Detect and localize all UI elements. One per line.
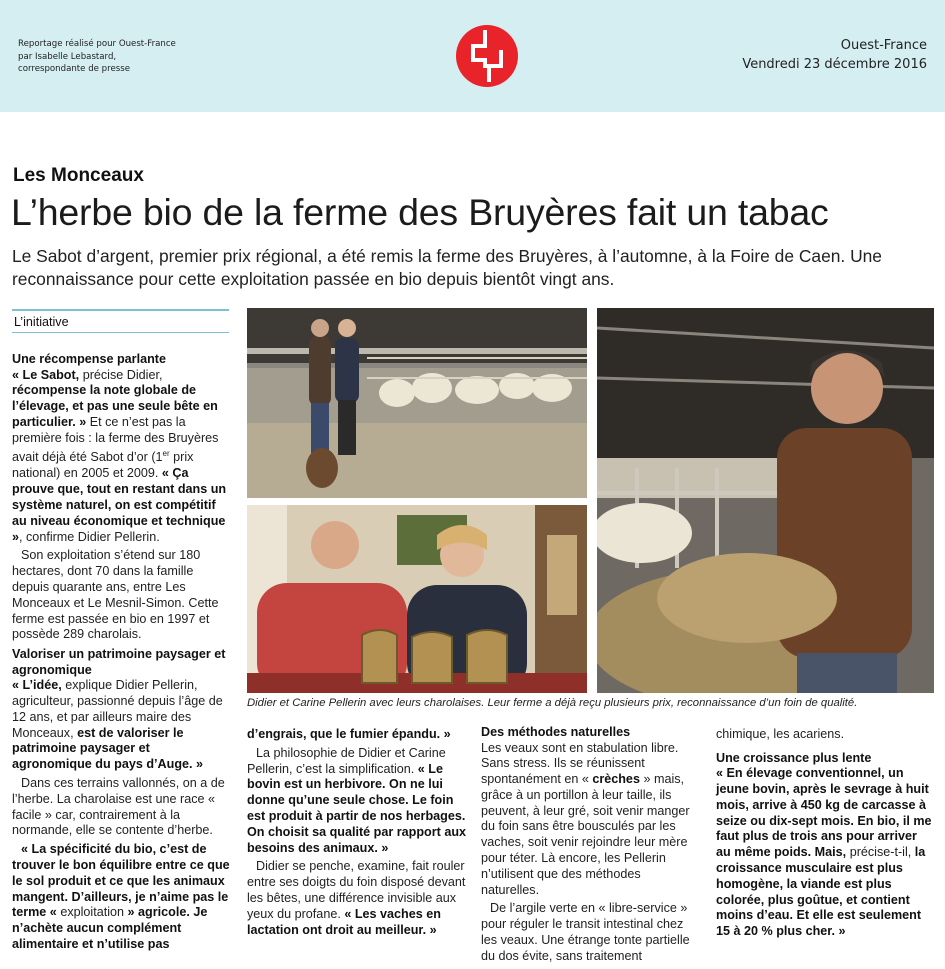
subhead-patrimoine: Valoriser un patrimoine paysager et agronomique bbox=[12, 647, 226, 677]
headline: L’herbe bio de la ferme des Bruyères fait un tabac bbox=[11, 191, 829, 233]
subhead-recompense: Une récompense parlante bbox=[12, 352, 166, 366]
subhead-croissance: Une croissance plus lente bbox=[716, 750, 872, 765]
source-name: Ouest-France bbox=[840, 38, 927, 53]
paragraph: Didier se penche, examine, fait rouler entre ses doigts du foin disposé devant les bêtes, une différence invisible aux yeux du profane. « Les vaches en lactation ont droit au meilleur. » bbox=[247, 859, 466, 937]
column-4 bbox=[716, 727, 934, 943]
photo-couple-awards bbox=[247, 505, 587, 693]
source-date: Vendredi 23 décembre 2016 bbox=[742, 57, 927, 72]
paragraph: chimique, les acariens. bbox=[716, 727, 845, 741]
photo-farmer-hay bbox=[597, 308, 934, 693]
paragraph: « Le Sabot, précise Didier, récompense la note globale de l’élevage, et pas une seule bête en particulier. » Et ce n’est pas la première fois : la ferme des Bruyères avait déjà été Sabot d’or (1er prix national) en 2005 et 2009. « Ça prouve que, tout en restant dans un système naturel, on est compétitif au niveau économique et technique », confirme Didier Pellerin. bbox=[12, 367, 227, 544]
ouest-france-logo-icon bbox=[455, 24, 519, 88]
lead-paragraph: Le Sabot d’argent, premier prix régional, a été remis la ferme des Bruyères, à l’automne, à la Foire de Caen. Une reconnaissance pour cette exploitation passée en bio depuis bientôt vingt ans. bbox=[12, 246, 882, 289]
credit-line: Reportage réalisé pour Ouest-France bbox=[18, 39, 176, 49]
paragraph: « La spécificité du bio, c’est de trouver le bon équilibre entre ce que le sol produit et ce que les animaux mangent. D’ailleurs, je n’aime pas le terme « exploitation » agricole. Je n’achète aucun complément alimentaire et n’utilise pas bbox=[12, 842, 230, 951]
locality-kicker: Les Monceaux bbox=[13, 165, 144, 186]
photo-caption: Didier et Carine Pellerin avec leurs charolaises. Leur ferme a déjà reçu plusieurs prix, reconnaissance d’un foin de qualité. bbox=[247, 697, 858, 709]
credit-line: par Isabelle Lebastard, bbox=[18, 51, 117, 62]
reporter-credit bbox=[18, 38, 176, 76]
credit-line: correspondante de presse bbox=[18, 64, 130, 74]
paragraph: « L’idée, explique Didier Pellerin, agriculteur, passionné depuis l’âge de 12 ans, et par ailleurs maire des Monceaux, est de valoriser le patrimoine paysager et agronomique du pays d’Auge. » bbox=[12, 678, 223, 772]
paragraph: d’engrais, que le fumier épandu. » bbox=[247, 727, 451, 741]
paragraph: La philosophie de Didier et Carine Pellerin, c’est la simplification. « Le bovin est un herbivore. On ne lui donne qu’une seule chose. Le foin est produit à partir de nos herbages. On choisit sa qualité par rapport aux besoins des animaux. » bbox=[247, 745, 467, 855]
paragraph: Dans ces terrains vallonnés, on a de l’herbe. La charolaise est une race « facile » car, contrairement à la normande, elle se contente d’herbe. bbox=[12, 776, 225, 838]
source-block bbox=[742, 36, 927, 74]
paragraph: Les veaux sont en stabulation libre. Sans stress. Ils se réunissent spontanément en « crèches » mais, grâce à un portillon à leur taille, ils peuvent, à leur gré, soit venir manger du foin sans être bousculés par les vaches, soit venir rejoindre leur mère pour téter. Là encore, les Pellerin n’utilisent que des méthodes naturelles. bbox=[481, 740, 690, 897]
photo-couple-barn bbox=[247, 308, 587, 498]
rubric-label: L’initiative bbox=[12, 309, 229, 333]
subhead-methodes: Des méthodes naturelles bbox=[481, 725, 631, 739]
column-2 bbox=[247, 727, 469, 941]
column-3 bbox=[481, 725, 701, 968]
paragraph: Son exploitation s’étend sur 180 hectares, dont 70 dans la famille depuis quarante ans, entre Les Monceaux et Le Mesnil-Simon. Cette ferme est passée en bio en 1997 et possède 289 charolais. bbox=[12, 548, 219, 642]
column-1 bbox=[12, 348, 230, 956]
paragraph: « En élevage conventionnel, un jeune bovin, après le sevrage à huit mois, arrive à 450 kg de carcasse à seize ou dix-sept mois. En bio, il me faut plus de trois ans pour arriver au même poids. Mais, précise-t-il, la croissance musculaire est plus homogène, la viande est plus colorée, plus goûtue, et contient moins d’eau. Et elle est seulement 15 à 20 % plus cher. » bbox=[716, 766, 932, 939]
paragraph: De l’argile verte en « libre-service » pour réguler le transit intestinal chez les veaux. Une étrange tonte partielle du dos évite, sans traitement bbox=[481, 901, 690, 963]
